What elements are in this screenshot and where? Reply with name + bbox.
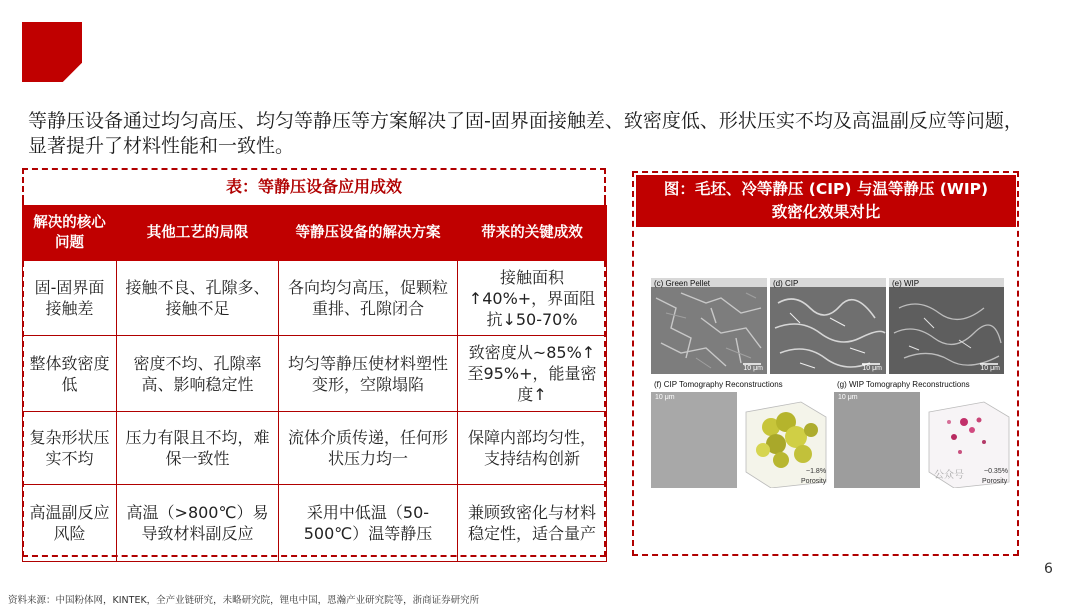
- table-cell: 保障内部均匀性，支持结构创新: [458, 412, 607, 485]
- cip-slice: [651, 392, 737, 488]
- figure-title-line1: 图：毛坯、冷等静压 (CIP) 与温等静压 (WIP): [663, 180, 989, 198]
- wip-porosity-value: ~0.35%: [984, 468, 1008, 475]
- porosity-label: Porosity: [982, 478, 1008, 485]
- scale-bar-label: 10 μm: [838, 394, 858, 401]
- table-cell: 均匀等静压使材料塑性变形，空隙塌陷: [279, 336, 458, 412]
- table-cell: 接触不良、孔隙多、接触不足: [117, 261, 279, 336]
- header-other-limits: 其他工艺的局限: [117, 206, 279, 261]
- table-row: [23, 336, 607, 412]
- tomography-wip: [834, 380, 1012, 490]
- green-pellet-texture: [651, 278, 767, 374]
- wip-texture: [889, 278, 1004, 374]
- scale-bar-label: 10 μm: [743, 365, 763, 372]
- table-title: 表：等静压设备应用成效: [22, 168, 606, 201]
- summary-text: 等静压设备通过均匀高压、均匀等静压等方案解决了固-固界面接触差、致密度低、形状压实不均及高温副反应等问题，显著提升了材料性能和一致性。: [28, 110, 1023, 157]
- table-cell: 复杂形状压实不均: [23, 412, 117, 485]
- panel-label-d: (d) CIP: [773, 279, 799, 288]
- panel-label-g: (g) WIP Tomography Reconstructions: [837, 380, 970, 389]
- scale-bar-label: 10 μm: [655, 394, 675, 401]
- panel-label-e: (e) WIP: [892, 279, 920, 288]
- corner-decoration: [22, 22, 82, 82]
- results-table: [22, 205, 607, 562]
- table-cell: 整体致密度低: [23, 336, 117, 412]
- table-cell: 各向均匀高压，促颗粒重排、孔隙闭合: [279, 261, 458, 336]
- table-cell: 接触面积↑40%+，界面阻抗↓50-70%: [458, 261, 607, 336]
- table-cell: 兼顾致密化与材料稳定性，适合量产: [458, 485, 607, 562]
- watermark: 公众号: [934, 470, 964, 481]
- page-number: 6: [1044, 561, 1053, 577]
- micrograph-green-pellet: [651, 278, 767, 374]
- scale-bar-label: 10 μm: [862, 365, 882, 372]
- table-cell: 采用中低温（50-500℃）温等静压: [279, 485, 458, 562]
- cip-texture: [770, 278, 886, 374]
- header-core-problem: 解决的核心问题: [23, 206, 117, 261]
- panel-label-c: (c) Green Pellet: [654, 279, 711, 288]
- table-cell: 高温（>800℃）易导致材料副反应: [117, 485, 279, 562]
- table-row: [23, 261, 607, 336]
- table-cell: 流体介质传递，任何形状压力均一: [279, 412, 458, 485]
- scale-bar-label: 10 μm: [980, 365, 1000, 372]
- micrograph-cip: [770, 278, 886, 374]
- table-header-row: [23, 206, 607, 261]
- table-row: [23, 412, 607, 485]
- table-cell: 致密度从~85%↑至95%+，能量密度↑: [458, 336, 607, 412]
- table-cell: 固-固界面接触差: [23, 261, 117, 336]
- porosity-label: Porosity: [801, 478, 827, 485]
- figure-title: [636, 175, 1016, 227]
- table-cell: 压力有限且不均，难保一致性: [117, 412, 279, 485]
- header-solution: 等静压设备的解决方案: [279, 206, 458, 261]
- tomography-cip: [651, 380, 831, 490]
- cip-porosity-value: ~1.8%: [806, 468, 827, 475]
- source-note: 资料来源：中国粉体网，KINTEK，全产业链研究，未略研究院，锂电中国，恩瀚产业研究院等，浙商证券研究所: [8, 595, 480, 606]
- table-cell: 密度不均、孔隙率高、影响稳定性: [117, 336, 279, 412]
- wip-slice: [834, 392, 920, 488]
- header-key-results: 带来的关键成效: [458, 206, 607, 261]
- table-cell: 高温副反应风险: [23, 485, 117, 562]
- micrograph-wip: [889, 278, 1004, 374]
- table-row: [23, 485, 607, 562]
- figure-title-line2: 致密化效果对比: [771, 203, 881, 221]
- panel-label-f: (f) CIP Tomography Reconstructions: [654, 380, 783, 389]
